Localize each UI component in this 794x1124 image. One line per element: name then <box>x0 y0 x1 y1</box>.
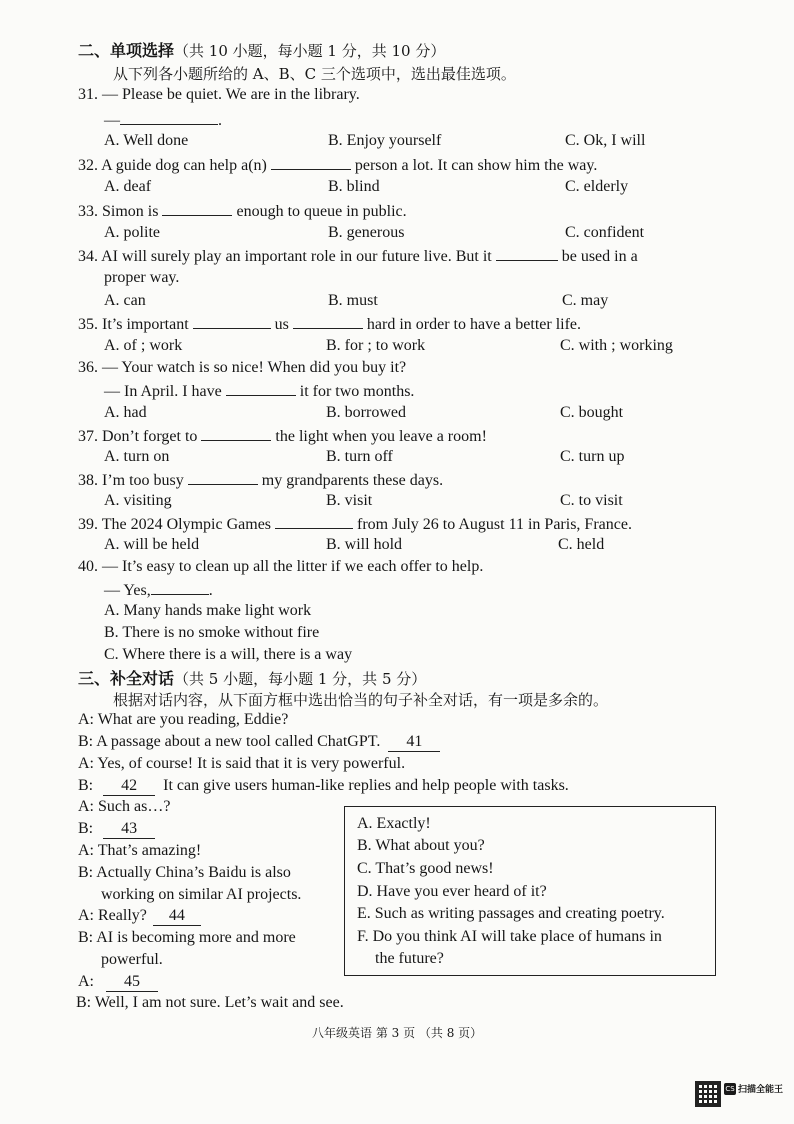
question-37: 37. Don’t forget to the light when you leave a room! <box>78 428 487 445</box>
answer-blank <box>188 470 258 485</box>
question-34-cont: proper way. <box>104 269 180 286</box>
option-b: B. for ; to work <box>326 337 426 354</box>
section-3-instruction: 根据对话内容，从下面方框中选出恰当的句子补全对话，有一项是多余的。 <box>113 691 609 709</box>
option-b: B. generous <box>328 224 405 241</box>
question-35: 35. It’s important us hard in order to have a better life. <box>78 316 582 333</box>
dialogue-line: A: That’s amazing! <box>78 842 202 859</box>
choice-d: D. Have you ever heard of it? <box>357 883 547 900</box>
choice-b: B. What about you? <box>357 837 485 854</box>
dialogue-line: A: Such as…? <box>78 798 171 815</box>
choice-f-cont: the future? <box>375 950 444 967</box>
option-a: A. can <box>104 292 146 309</box>
question-34: 34. AI will surely play an important role in our future live. But it be used in a <box>78 248 638 265</box>
option-a: A. Many hands make light work <box>104 602 312 619</box>
page-footer: 八年级英语 第 3 页 （共 8 页） <box>312 1026 483 1040</box>
answer-blank <box>275 514 353 529</box>
option-a: A. visiting <box>104 492 172 509</box>
question-33: 33. Simon is enough to queue in public. <box>78 203 407 220</box>
option-b: B. turn off <box>326 448 393 465</box>
option-b: B. borrowed <box>326 404 406 421</box>
choice-f: F. Do you think AI will take place of humans in <box>357 928 662 945</box>
option-c: C. Ok, I will <box>565 132 646 149</box>
option-c: C. elderly <box>565 178 629 195</box>
dialogue-line: B: AI is becoming more and more <box>78 929 296 946</box>
dialogue-line-cont: working on similar AI projects. <box>101 886 302 903</box>
answer-blank <box>201 426 271 441</box>
option-a: A. turn on <box>104 448 170 465</box>
option-c: C. Where there is a will, there is a way <box>104 646 353 663</box>
option-b: B. must <box>328 292 378 309</box>
blank-45: 45 <box>106 973 158 992</box>
dialogue-line: B: 42 It can give users human-like replies and help people with tasks. <box>78 777 569 794</box>
option-c: C. to visit <box>560 492 623 509</box>
dialogue-line: B: Well, I am not sure. Let’s wait and see. <box>76 994 344 1011</box>
section-2-instruction: 从下列各小题所给的 A、B、C 三个选项中，选出最佳选项。 <box>113 65 516 83</box>
dialogue-line: A: Really? 44 <box>78 907 201 926</box>
option-a: A. of ; work <box>104 337 183 354</box>
option-c: C. held <box>558 536 605 553</box>
question-31-answer-line: — . <box>104 112 222 129</box>
option-c: C. confident <box>565 224 645 241</box>
dialogue-line: B: Actually China’s Baidu is also <box>78 864 291 881</box>
blank-44: 44 <box>153 907 201 926</box>
question-40-line2: — Yes, . <box>104 582 213 599</box>
dialogue-line: A: 45 <box>78 973 158 992</box>
section-2-scoring: （共 10 小题，每小题 1 分，共 10 分） <box>174 42 446 60</box>
dialogue-line: B: 43 <box>78 820 155 839</box>
scanner-watermark: 扫描全能王 <box>738 1085 784 1095</box>
option-a: A. Well done <box>104 132 189 149</box>
option-b: B. There is no smoke without fire <box>104 624 320 641</box>
camscanner-logo-icon: CS <box>725 1085 735 1093</box>
answer-blank <box>120 110 218 125</box>
blank-42: 42 <box>103 777 155 796</box>
question-40: 40. — It’s easy to clean up all the litter if we each offer to help. <box>78 558 484 575</box>
question-39: 39. The 2024 Olympic Games from July 26 to August 11 in Paris, France. <box>78 516 632 533</box>
section-3-heading <box>78 666 426 689</box>
answer-blank <box>226 381 296 396</box>
choice-a: A. Exactly! <box>357 815 431 832</box>
question-36-line2: — In April. I have it for two months. <box>104 383 415 400</box>
blank-41: 41 <box>388 733 440 752</box>
blank-43: 43 <box>103 820 155 839</box>
section-3-title: 三、补全对话 <box>78 669 175 688</box>
answer-blank <box>271 155 351 170</box>
question-31: 31. — Please be quiet. We are in the library. <box>78 86 360 103</box>
choice-e: E. Such as writing passages and creating poetry. <box>357 905 665 922</box>
answer-blank <box>193 314 271 329</box>
question-32: 32. A guide dog can help a(n) person a lot. It can show him the way. <box>78 157 598 174</box>
option-c: C. turn up <box>560 448 625 465</box>
option-a: A. will be held <box>104 536 200 553</box>
answer-blank <box>151 580 209 595</box>
option-b: B. visit <box>326 492 373 509</box>
option-a: A. had <box>104 404 147 421</box>
question-38: 38. I’m too busy my grandparents these days. <box>78 472 444 489</box>
question-36: 36. — Your watch is so nice! When did you buy it? <box>78 359 407 376</box>
option-c: C. may <box>562 292 609 309</box>
answer-blank <box>162 201 232 216</box>
choice-c: C. That’s good news! <box>357 860 494 877</box>
option-b: B. Enjoy yourself <box>328 132 442 149</box>
option-a: A. deaf <box>104 178 152 195</box>
section-2-title: 二、单项选择 <box>78 41 175 60</box>
dialogue-line: A: What are you reading, Eddie? <box>78 711 289 728</box>
dialogue-line-cont: powerful. <box>101 951 163 968</box>
option-a: A. polite <box>104 224 160 241</box>
option-c: C. with ; working <box>560 337 673 354</box>
dialogue-line: B: A passage about a new tool called ChatGPT. 41 <box>78 733 440 752</box>
section-2-heading <box>78 38 445 61</box>
choices-box <box>344 806 716 976</box>
option-b: B. blind <box>328 178 380 195</box>
option-b: B. will hold <box>326 536 403 553</box>
answer-blank <box>293 314 363 329</box>
option-c: C. bought <box>560 404 624 421</box>
answer-blank <box>496 246 558 261</box>
section-3-scoring: （共 5 小题，每小题 1 分，共 5 分） <box>174 670 427 688</box>
dialogue-line: A: Yes, of course! It is said that it is very powerful. <box>78 755 406 772</box>
qr-code-icon <box>695 1081 721 1107</box>
